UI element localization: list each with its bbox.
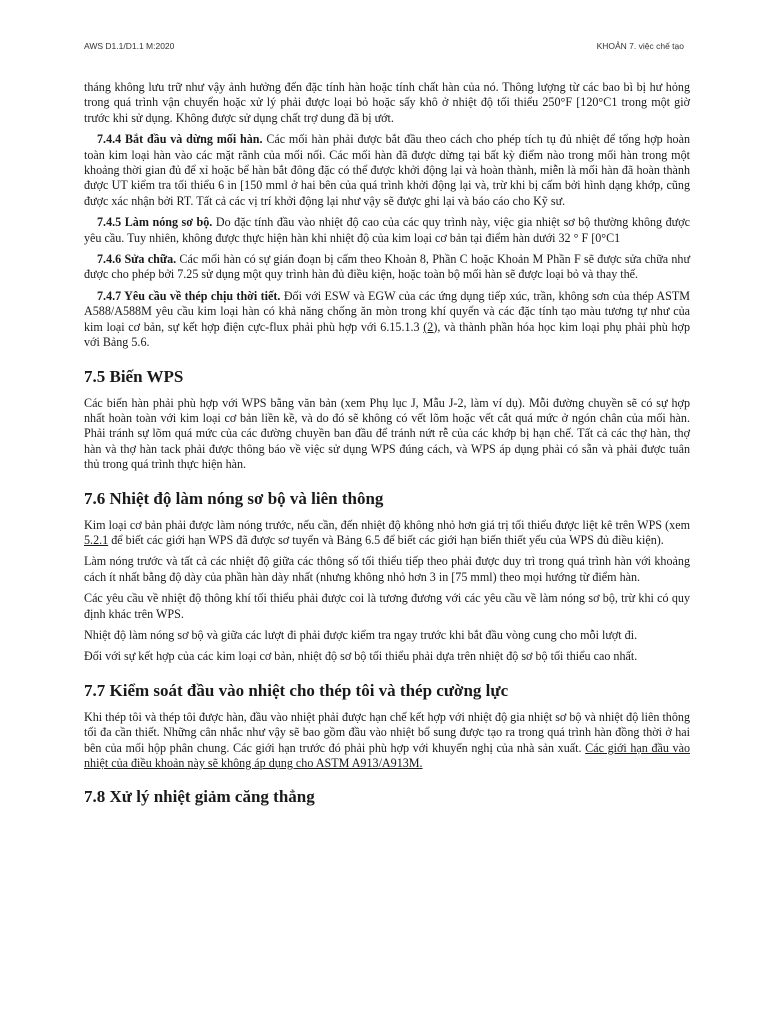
section-heading-7-6: 7.6 Nhiệt độ làm nóng sơ bộ và liên thông: [84, 488, 384, 508]
page-header: [84, 41, 684, 51]
text-span: để biết các giới hạn WPS đã được sơ tuyển và Bảng 6.5 để biết các giới hạn biến thiết yếu của WPS đủ điều kiện).: [108, 532, 664, 547]
clause-7-4-6: [84, 252, 690, 283]
section-7-5-paragraph: Các biến hàn phải phù hợp với WPS bằng văn bản (xem Phụ lục J, Mẫu J-2, làm ví dụ). Mỗi đường chuyền sẽ có sự hợp nhất hoàn toàn với kim loại cơ bản liền kề, và do đó sẽ không có vết lõm hoặc vết cắt quá mức ở ngón chân của mối hàn. Phải tránh sự lõm quá mức của các đường chuyền ban đầu để tránh nứt rễ của các khớp bị hạn chế. Tất cả các thợ hàn, thợ hàn và thợ hàn tack phải được thông báo về việc sử dụng WPS đúng cách, và WPS áp dụng phải có sẵn và phải được tuân thủ trong quá trình thực hiện hàn.: [84, 395, 690, 472]
clause-text: Các mối hàn phải được bắt đầu theo cách cho phép tích tụ đủ nhiệt để tổng hợp hoàn toàn kim loại hàn vào các mặt rãnh của mối nối. Các mối hàn đã được dừng tại bất kỳ điểm nào trong mối hàn trong một khoảng thời gian đủ để xỉ hoặc bể hàn bắt đông đặc có thể được khởi động lại và hoàn thành, miễn là mối hàn đã hoàn thành được UT kiểm tra tối thiểu 6 in [150 mml ở hai bên của quá trình khởi động lại và, trừ khi bị cấm bởi hình dạng khớp, cũng được xác nhận bởi RT. Tất cả các vị trí khởi động lại như vậy sẽ được ghi lại và báo cáo cho Kỹ sư.: [84, 132, 690, 208]
section-heading-7-8: 7.8 Xử lý nhiệt giảm căng thẳng: [84, 787, 315, 807]
clause-7-4-5: [84, 215, 690, 246]
text-span: Khi thép tôi và thép tôi được hàn, đầu vào nhiệt phải được hạn chế kết hợp với nhiệt độ gia nhiệt sơ bộ và nhiệt độ liên thông tối đa cần thiết. Những cân nhắc như vậy sẽ bao gồm đầu vào nhiệt bổ sung được tạo ra trong quá trình hàn đồng thời ở hai bên của mối hộp phân chung. Các giới hạn trước đó phải phù hợp với khuyến nghị của nhà sản xuất.: [84, 709, 690, 755]
section-7-6-paragraph-1: [84, 518, 690, 549]
clause-title: 7.4.5 Làm nóng sơ bộ.: [97, 215, 213, 230]
text-span: Kim loại cơ bản phải được làm nóng trước, nếu cần, đến nhiệt độ không nhỏ hơn giá trị tối thiểu được liệt kê trên WPS (xem: [84, 517, 690, 532]
section-7-6-paragraph-3: Các yêu cầu về nhiệt độ thông khí tối thiểu phải được coi là tương đương với các yêu cầu về làm nóng sơ bộ, trừ khi có quy định khác trên WPS.: [84, 591, 690, 621]
clause-text: Đối với ESW và EGW của các ứng dụng tiếp xúc, trần, không sơn của thép ASTM A588/A588M yêu cầu kim loại hàn có khả năng chống ăn mòn trong khí quyển và các đặc tính tạo màu tương tự như của kim loại cơ bản, sự kết hợp điện cực-flux phải phù hợp với 6.15.1.3: [84, 288, 690, 334]
document-body: [84, 80, 690, 816]
clause-text: Các mối hàn có sự gián đoạn bị cấm theo Khoản 8, Phần C hoặc Khoản M Phần F sẽ được sửa chữa như được cho phép bởi 7.25 sử dụng một quy trình hàn đủ điều kiện, hoặc toàn bộ mối hàn sẽ được loại bỏ và thay thế.: [84, 252, 691, 282]
section-heading-7-7: 7.7 Kiểm soát đầu vào nhiệt cho thép tôi và thép cường lực: [84, 680, 509, 700]
reference-link[interactable]: (2),: [423, 319, 441, 334]
reference-link[interactable]: 5.2.1: [84, 532, 109, 547]
clause-title: 7.4.6 Sửa chữa.: [97, 252, 177, 267]
clause-text-end: và thành phần hóa học kim loại phụ phải phù hợp với Bảng 5.6.: [84, 319, 690, 350]
section-7-6-paragraph-4: Nhiệt độ làm nóng sơ bộ và giữa các lượt đi phải được kiểm tra ngay trước khi bắt đầu vòng cung cho mỗi lượt đi.: [84, 627, 638, 642]
underlined-text: Các giới hạn đầu vào nhiệt của điều khoản này sẽ không áp dụng cho ASTM A913/A913M.: [84, 740, 690, 770]
header-left: AWS D1.1/D1.1 M:2020: [84, 41, 175, 51]
paragraph-continuation: tháng không lưu trữ như vậy ảnh hưởng đến đặc tính hàn hoặc tính chất hàn của nó. Thông lượng từ các bao bì bị hư hỏng trong quá trình vận chuyển hoặc xử lý phải được loại bỏ hoặc sấy khô ở nhiệt độ tối thiểu 250°F [120°C1 trong một giờ trước khi sử dụng. Không được sử dụng chất trợ dung đã bị ướt.: [84, 80, 690, 125]
section-7-7-paragraph: [84, 710, 690, 772]
clause-text: Do đặc tính đầu vào nhiệt độ cao của các quy trình này, việc gia nhiệt sơ bộ thường không được yêu cầu. Tuy nhiên, không được thực hiện hàn khi nhiệt độ của kim loại cơ bản tại điểm hàn dưới 32 ° F [0°C1: [84, 215, 690, 245]
clause-title: 7.4.4 Bắt đầu và dừng mối hàn.: [97, 132, 263, 147]
section-7-6-paragraph-5: Đối với sự kết hợp của các kim loại cơ bản, nhiệt độ sơ bộ tối thiểu phải dựa trên nhiệt độ sơ bộ tối thiểu cao nhất.: [84, 649, 638, 664]
clause-7-4-7: [84, 289, 690, 351]
section-heading-7-5: 7.5 Biến WPS: [84, 366, 184, 386]
clause-7-4-4: [84, 132, 690, 209]
section-7-6-paragraph-2: Làm nóng trước và tất cả các nhiệt độ giữa các thông số tối thiểu tiếp theo phải được duy trì trong quá trình hàn với khoảng cách ít nhất bằng độ dày của phần hàn dày nhất (nhưng không nhỏ hơn 3 in [75 mml) theo mọi hướng từ điểm hàn.: [84, 554, 690, 584]
clause-title: 7.4.7 Yêu cầu về thép chịu thời tiết.: [97, 288, 281, 303]
header-right: KHOẢN 7. việc chế tạo: [596, 41, 684, 51]
